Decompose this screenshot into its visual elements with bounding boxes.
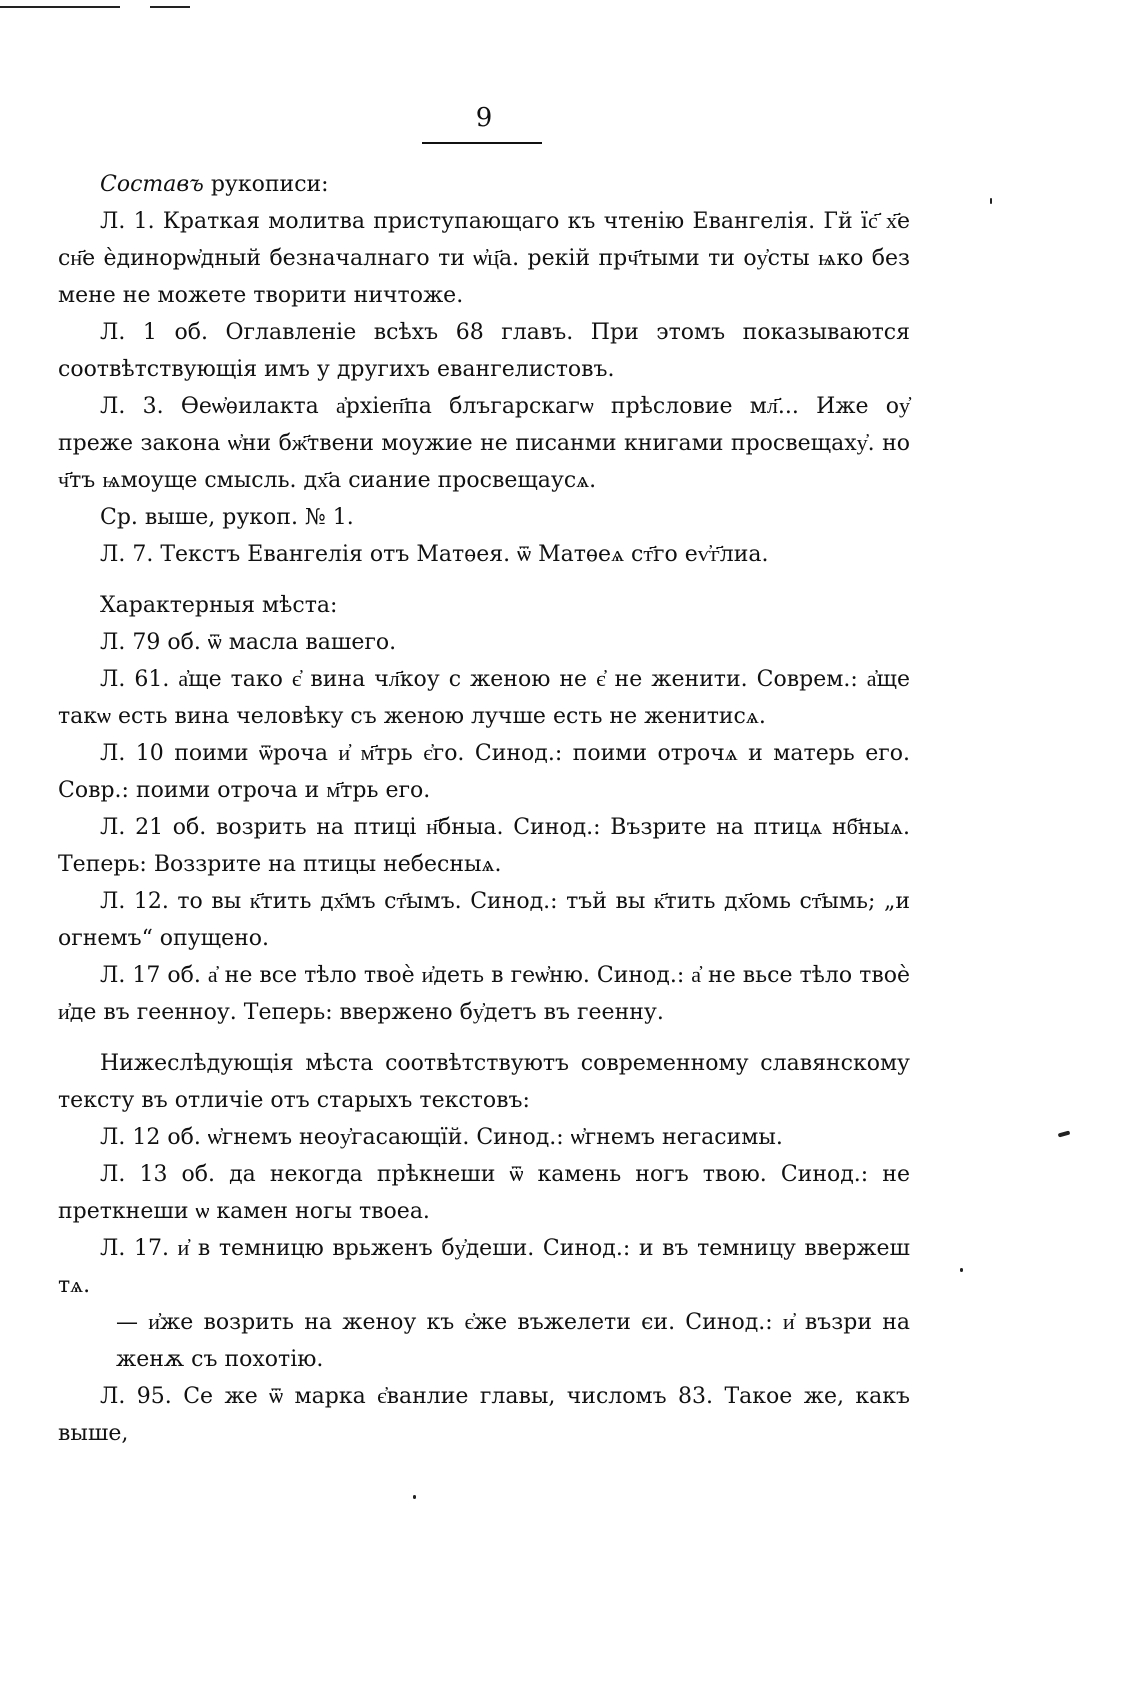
entry-l95: Л. 95. Се же ѿ марка є҆ванлие главы, числомъ 83. Такое же, какъ выше, — [58, 1384, 910, 1446]
ink-speck — [960, 1268, 963, 1272]
following-places-heading: Нижеслѣдующія мѣста соотвѣтствуютъ современному славянскому тексту въ отличіе отъ старыхъ текстовъ: — [58, 1051, 910, 1113]
entry-l1: Л. 1. Краткая молитва приступающаго къ чтенію Евангелія. Гй їс҃ х҃е сн҃е ѐдинорѡ҆дный безначалнаго ти ѡ҆ц҃а. рекій прч҃тыми ти оу҆сты ѩко без мене не можете творити ничтоже. — [58, 209, 910, 308]
manuscript-description — [58, 166, 910, 1452]
entry-l10: Л. 10 поими ѿроча и҆ м҃трь є҆го. Синод.: поими отрочѧ и матерь его. Совр.: поими отроча и м҃трь его. — [58, 741, 910, 803]
page-edge-mark-right — [150, 6, 190, 8]
entry-l12: Л. 12. то вы к҃тить дх҃мъ ст҃ымъ. Синод.: тъй вы к҃тить дх҃омь ст҃ымь; „и огнемъ“ опущено. — [58, 889, 910, 951]
ink-speck — [1058, 1131, 1071, 1138]
composition-heading-italic: Составъ — [100, 172, 204, 197]
page-number: 9 — [475, 103, 493, 133]
entry-l17-ob: Л. 17 об. а҆ не все тѣло твоѐ и҆деть в геѡ҆ню. Синод.: а҆ не вьсе тѣло твоѐ и҆де въ геенноу. Теперь: ввержено бу҆детъ въ геенну. — [58, 963, 910, 1025]
entry-l3: Л. 3. Ѳеѡ҆ѳилакта а҆рхіеп҃па блъгарскагѡ прѣсловие мл҃... Иже оу҆ преже закона ѡ҆ни бж҃твени моужие не писанми книгами просвещаху҆. но ч҃тъ ѩмоуще смысль. дх҃а сиание просвещаусѧ. — [58, 394, 910, 493]
entry-l79-ob: Л. 79 об. ѿ масла вашего. — [100, 630, 397, 655]
entry-l1-ob: Л. 1 об. Оглавленіе всѣхъ 68 главъ. При этомъ показываются соотвѣтствующія имъ у другихъ евангелистовъ. — [58, 320, 910, 382]
entry-l13-ob: Л. 13 об. да некогда прѣкнеши ѿ камень ногъ твою. Синод.: не преткнеши ѡ камен ногы твоеа. — [58, 1162, 910, 1224]
characteristic-places-heading: Характерныя мѣста: — [100, 593, 338, 618]
entry-l61: Л. 61. а҆ще тако є҆ вина чл҃коу с женою не є҆ не женити. Соврем.: а҆ще такѡ есть вина человѣку съ женою лучше есть не женитисѧ. — [58, 667, 910, 729]
composition-heading — [58, 166, 910, 203]
ink-speck — [413, 1495, 416, 1499]
composition-heading-rest: рукописи: — [203, 172, 329, 197]
entry-l17: Л. 17. и҆ в темницю врьженъ бу҆деши. Синод.: и въ темницу ввержеш тѧ. — [58, 1236, 910, 1298]
cross-reference: Ср. выше, рукоп. № 1. — [100, 505, 354, 530]
entry-l7: Л. 7. Текстъ Евангелія отъ Матѳея. ѿ Матѳеѧ ст҃го еѵ҆г҃лиа. — [100, 542, 769, 567]
ink-speck — [990, 198, 992, 204]
page-edge-mark-left — [0, 6, 120, 8]
entry-l12-ob: Л. 12 об. ѡ҆гнемъ неоу҆гасающїй. Синод.: ѡ҆гнемъ негасимы. — [100, 1125, 783, 1150]
entry-l21-ob: Л. 21 об. возрить на птиці н҃бныа. Синод.: Възрите на птицѧ нб҃ныѧ. Теперь: Воззрите на птицы небесныѧ. — [58, 815, 910, 877]
entry-dash-line: — и҆же возрить на женоу къ є҆же въжелети єи. Синод.: и҆ възри на женѫ съ похотію. — [116, 1310, 910, 1372]
page-number-rule — [422, 142, 542, 144]
